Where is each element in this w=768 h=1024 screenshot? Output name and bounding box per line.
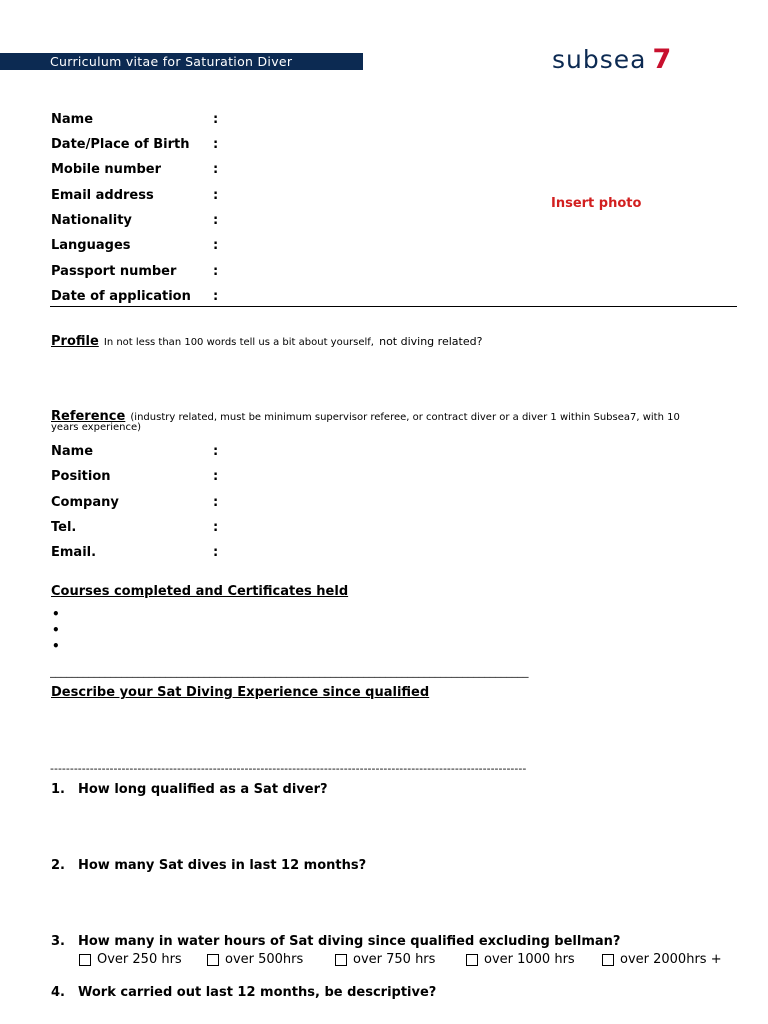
question-text: Work carried out last 12 months, be descriptive? [78, 985, 437, 1000]
ref-label-company: Company [51, 495, 119, 510]
option-label: over 750 hrs [353, 952, 436, 967]
question-1 [51, 782, 328, 797]
colon: : [213, 444, 219, 459]
option-label: Over 250 hrs [97, 952, 182, 967]
label-passport-number: Passport number [51, 264, 177, 279]
reference-title: Reference [51, 409, 126, 424]
option-label: over 1000 hrs [484, 952, 575, 967]
colon: : [213, 213, 219, 228]
label-languages: Languages [51, 238, 131, 253]
ref-label-position: Position [51, 469, 111, 484]
checkbox[interactable] [207, 954, 219, 966]
profile-title: Profile [51, 334, 99, 349]
label-email-address: Email address [51, 188, 154, 203]
option-label: over 2000hrs + [620, 952, 722, 967]
question-4 [51, 985, 436, 1000]
logo-text: subsea [552, 45, 647, 74]
document-title: Curriculum vitae for Saturation Diver [50, 54, 293, 69]
option-over-250-hrs[interactable] [79, 952, 182, 967]
label-name: Name [51, 112, 94, 127]
question-text: How many Sat dives in last 12 months? [78, 858, 367, 873]
courses-title: Courses completed and Certificates held [51, 584, 349, 599]
option-over-750-hrs[interactable] [335, 952, 435, 967]
dashed-divider: ------------------------------------------------------------------------------------------------------------------------ [50, 762, 527, 775]
colon: : [213, 289, 219, 304]
experience-title: Describe your Sat Diving Experience since qualified [51, 685, 430, 700]
checkbox[interactable] [602, 954, 614, 966]
option-over-2000hrs[interactable] [602, 952, 722, 967]
logo-number: 7 [652, 44, 672, 75]
subsea7-logo [552, 44, 671, 74]
colon: : [213, 264, 219, 279]
profile-hint: In not less than 100 words tell us a bit about yourself, [103, 337, 374, 348]
reference-hint-cont: years experience) [51, 422, 142, 433]
question-text: How many in water hours of Sat diving since qualified excluding bellman? [78, 934, 621, 949]
option-label: over 500hrs [225, 952, 304, 967]
colon: : [213, 137, 219, 152]
course-bullet: • [52, 623, 60, 637]
question-number: 4. [51, 985, 65, 1000]
question-number: 3. [51, 934, 65, 949]
colon: : [213, 469, 219, 484]
reference-section [51, 405, 731, 424]
colon: : [213, 238, 219, 253]
ref-label-name: Name [51, 444, 94, 459]
label-mobile-number: Mobile number [51, 162, 162, 177]
colon: : [213, 545, 219, 560]
course-bullet: • [52, 639, 60, 653]
question-3 [51, 934, 620, 949]
question-text: How long qualified as a Sat diver? [78, 782, 328, 797]
section-divider [50, 306, 737, 307]
option-over-1000-hrs[interactable] [466, 952, 575, 967]
label-date-place-of-birth: Date/Place of Birth [51, 137, 190, 152]
question-number: 1. [51, 782, 65, 797]
label-nationality: Nationality [51, 213, 132, 228]
course-bullet: • [52, 607, 60, 621]
colon: : [213, 520, 219, 535]
checkbox[interactable] [79, 954, 91, 966]
question-number: 2. [51, 858, 65, 873]
option-over-500hrs[interactable] [207, 952, 303, 967]
profile-hint-2: not diving related? [379, 335, 483, 348]
ref-label-email: Email. [51, 545, 97, 560]
checkbox[interactable] [466, 954, 478, 966]
colon: : [213, 188, 219, 203]
colon: : [213, 162, 219, 177]
insert-photo-placeholder[interactable]: Insert photo [551, 196, 642, 211]
profile-section [51, 330, 482, 349]
colon: : [213, 112, 219, 127]
reference-hint: (industry related, must be minimum supervisor referee, or contract diver or a diver 1 within Subsea7, with 10 [130, 412, 680, 423]
underscore-divider: _______________________________________________________________________________________ [50, 665, 529, 678]
colon: : [213, 495, 219, 510]
checkbox[interactable] [335, 954, 347, 966]
ref-label-tel: Tel. [51, 520, 77, 535]
question-2 [51, 858, 366, 873]
label-date-of-application: Date of application [51, 289, 191, 304]
